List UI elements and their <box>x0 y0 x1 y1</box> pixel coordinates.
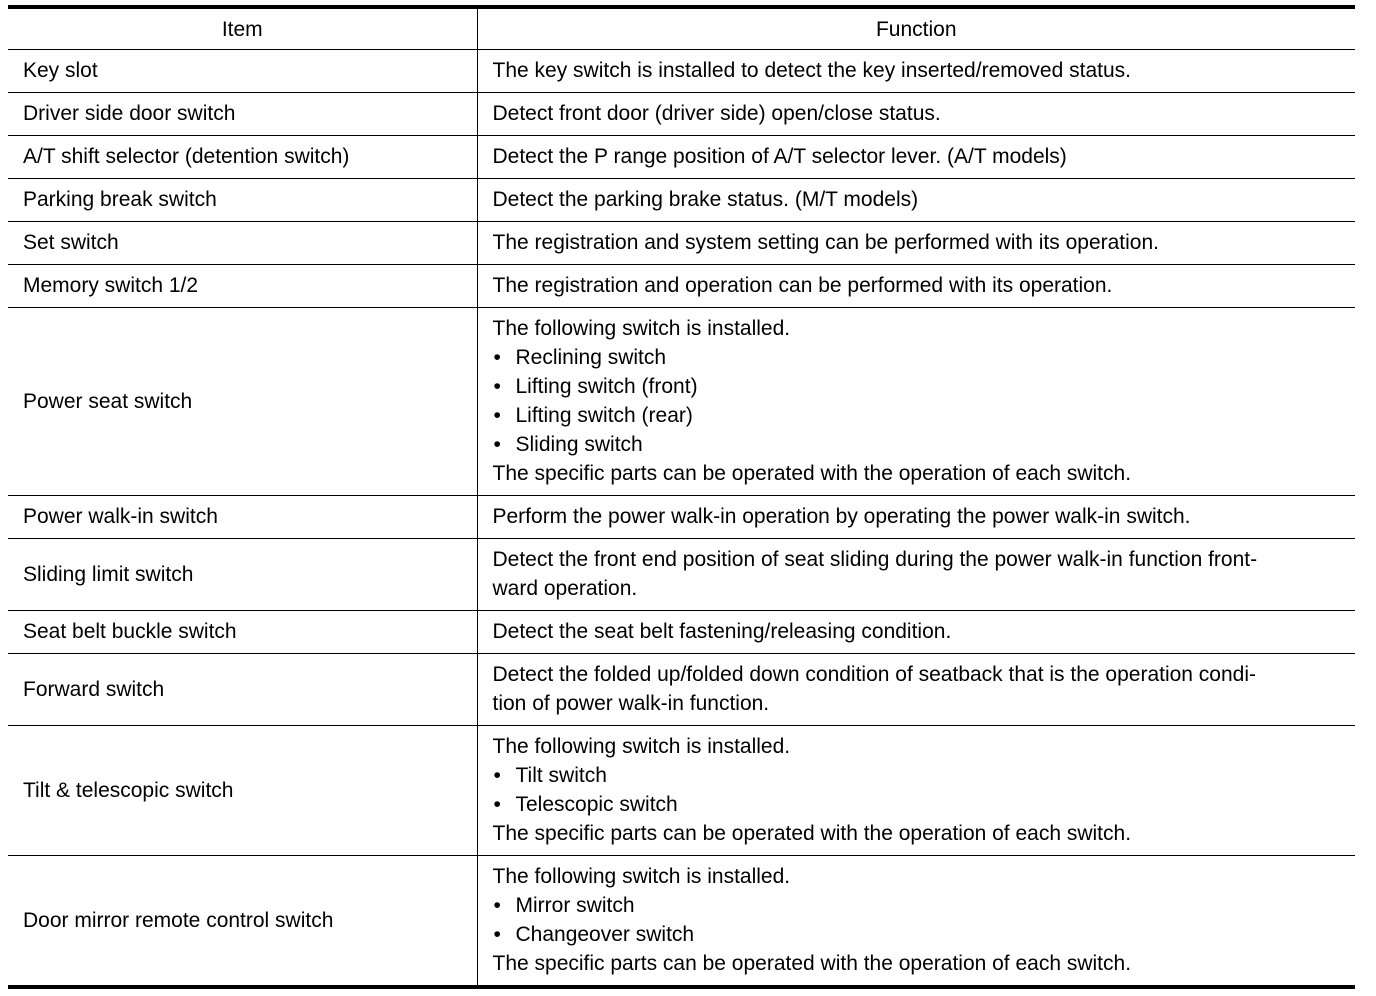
function-outro: The specific parts can be operated with the operation of each switch. <box>492 952 1132 975</box>
table-row <box>8 539 1355 611</box>
function-cell <box>477 136 1355 179</box>
function-text: Detect the P range position of A/T selector lever. (A/T models) <box>492 145 1067 168</box>
bullet-item: • Mirror switch <box>493 891 1350 920</box>
function-cell <box>477 539 1355 611</box>
function-cell <box>477 222 1355 265</box>
function-cell <box>477 856 1355 988</box>
item-cell: Memory switch 1/2 <box>8 265 477 308</box>
function-cell <box>477 50 1355 93</box>
bullet-item: • Sliding switch <box>493 430 1350 459</box>
function-text: The registration and system setting can be performed with its operation. <box>492 231 1160 254</box>
table-row <box>8 50 1355 93</box>
bullet-item: • Lifting switch (front) <box>493 372 1350 401</box>
function-text: tion of power walk-in function. <box>492 692 770 715</box>
item-cell: Tilt & telescopic switch <box>8 726 477 856</box>
item-cell: Power walk-in switch <box>8 496 477 539</box>
table-body <box>8 50 1355 988</box>
function-cell <box>477 265 1355 308</box>
item-cell: Set switch <box>8 222 477 265</box>
bullet-item: • Telescopic switch <box>493 790 1350 819</box>
item-cell: A/T shift selector (detention switch) <box>8 136 477 179</box>
table-row <box>8 611 1355 654</box>
function-cell <box>477 726 1355 856</box>
table-row <box>8 496 1355 539</box>
table-row <box>8 654 1355 726</box>
function-table <box>8 5 1355 989</box>
bullet-item: • Lifting switch (rear) <box>493 401 1350 430</box>
function-intro: The following switch is installed. <box>492 317 791 340</box>
item-cell: Parking break switch <box>8 179 477 222</box>
item-cell: Key slot <box>8 50 477 93</box>
function-text: Detect the folded up/folded down condition of seatback that is the operation condi- <box>492 663 1257 686</box>
table-row <box>8 179 1355 222</box>
function-cell <box>477 654 1355 726</box>
column-header-item: Item <box>8 7 477 50</box>
function-cell <box>477 308 1355 496</box>
function-outro: The specific parts can be operated with the operation of each switch. <box>492 822 1132 845</box>
function-intro: The following switch is installed. <box>492 865 791 888</box>
item-cell: Sliding limit switch <box>8 539 477 611</box>
function-table-wrapper <box>8 5 1355 989</box>
item-cell: Power seat switch <box>8 308 477 496</box>
item-cell: Door mirror remote control switch <box>8 856 477 988</box>
function-outro: The specific parts can be operated with the operation of each switch. <box>492 462 1132 485</box>
table-row <box>8 136 1355 179</box>
function-text: The registration and operation can be performed with its operation. <box>492 274 1113 297</box>
function-text: Perform the power walk-in operation by operating the power walk-in switch. <box>492 505 1191 528</box>
table-row <box>8 265 1355 308</box>
table-row <box>8 222 1355 265</box>
table-row <box>8 308 1355 496</box>
table-row <box>8 856 1355 988</box>
table-row <box>8 726 1355 856</box>
column-header-function: Function <box>477 7 1355 50</box>
bullet-item: • Changeover switch <box>493 920 1350 949</box>
function-text: Detect the seat belt fastening/releasing condition. <box>492 620 952 643</box>
function-cell <box>477 496 1355 539</box>
item-cell: Driver side door switch <box>8 93 477 136</box>
function-text: Detect the parking brake status. (M/T models) <box>492 188 919 211</box>
bullet-item: • Reclining switch <box>493 343 1350 372</box>
bullet-item: • Tilt switch <box>493 761 1350 790</box>
item-cell: Forward switch <box>8 654 477 726</box>
function-cell <box>477 611 1355 654</box>
function-cell <box>477 93 1355 136</box>
item-cell: Seat belt buckle switch <box>8 611 477 654</box>
function-text: Detect the front end position of seat sliding during the power walk-in function front- <box>492 548 1258 571</box>
table-row <box>8 93 1355 136</box>
function-text: ward operation. <box>492 577 638 600</box>
function-cell <box>477 179 1355 222</box>
table-header-row <box>8 7 1355 50</box>
function-intro: The following switch is installed. <box>492 735 791 758</box>
function-text: The key switch is installed to detect the key inserted/removed status. <box>492 59 1131 82</box>
function-text: Detect front door (driver side) open/close status. <box>492 102 941 125</box>
